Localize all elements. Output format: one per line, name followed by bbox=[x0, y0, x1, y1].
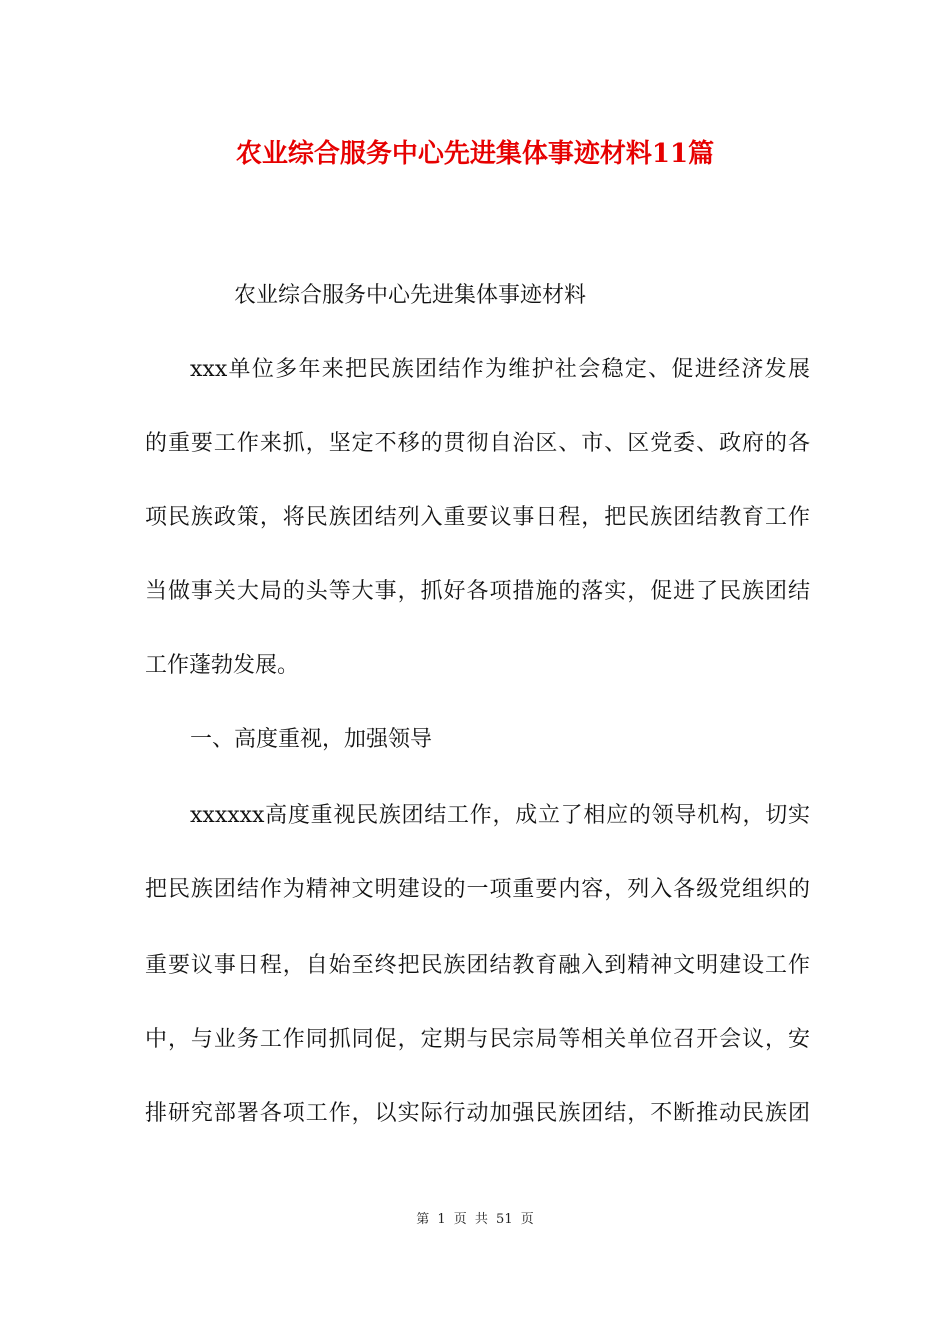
section-heading: 一、高度重视，加强领导 bbox=[190, 727, 433, 752]
paragraph-line: 重要议事日程，自始至终把民族团结教育融入到精神文明建设工作 bbox=[145, 953, 810, 978]
paragraph-line: 排研究部署各项工作，以实际行动加强民族团结，不断推动民族团 bbox=[145, 1101, 810, 1126]
page-number-footer: 第 1 页 共 51 页 bbox=[416, 1212, 534, 1227]
paragraph-line: 把民族团结作为精神文明建设的一项重要内容，列入各级党组织的 bbox=[145, 877, 810, 902]
paragraph-line: xxx单位多年来把民族团结作为维护社会稳定、促进经济发展 bbox=[190, 357, 810, 382]
paragraph-line: 当做事关大局的头等大事，抓好各项措施的落实，促进了民族团结 bbox=[145, 579, 810, 604]
subtitle-line: 农业综合服务中心先进集体事迹材料 bbox=[234, 283, 587, 308]
paragraph-line: 中，与业务工作同抓同促，定期与民宗局等相关单位召开会议，安 bbox=[145, 1027, 810, 1052]
paragraph-line: 项民族政策，将民族团结列入重要议事日程，把民族团结教育工作 bbox=[145, 505, 810, 530]
paragraph-line: 工作蓬勃发展。 bbox=[145, 653, 300, 678]
paragraph-line: 的重要工作来抓，坚定不移的贯彻自治区、市、区党委、政府的各 bbox=[145, 431, 810, 456]
document-title: 农业综合服务中心先进集体事迹材料11篇 bbox=[235, 139, 715, 169]
paragraph-line: xxxxxx高度重视民族团结工作，成立了相应的领导机构，切实 bbox=[190, 803, 810, 828]
